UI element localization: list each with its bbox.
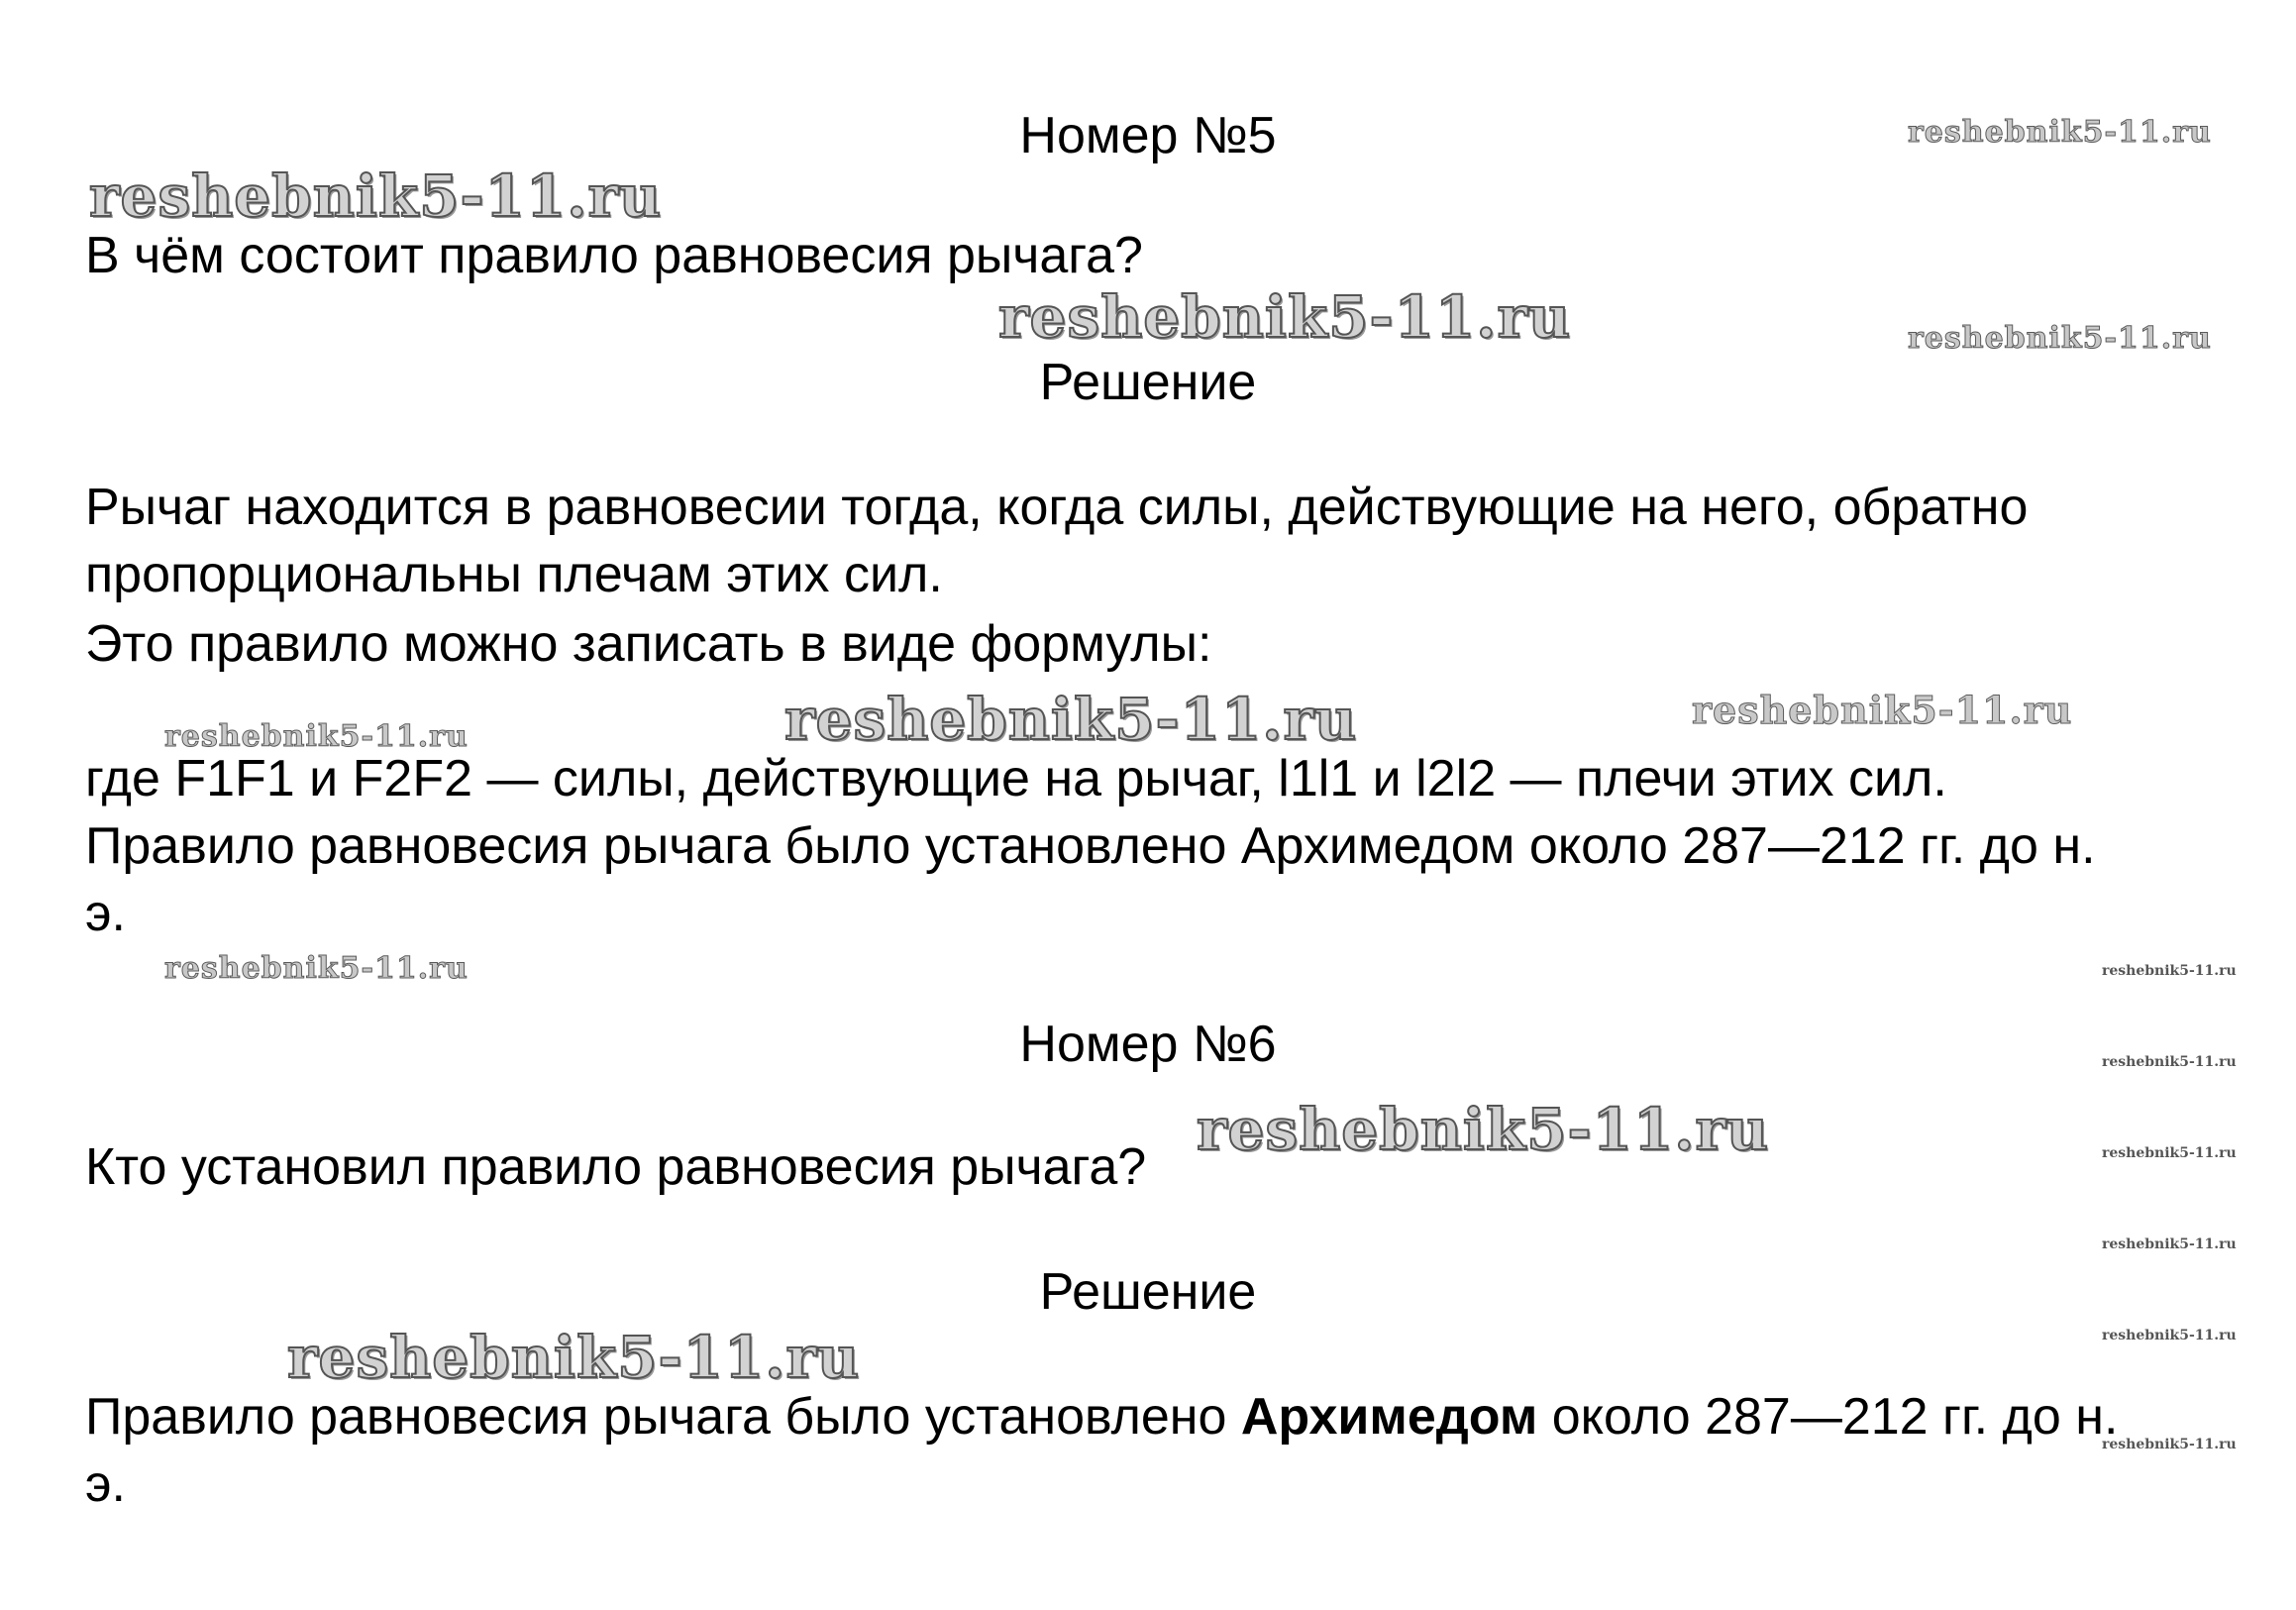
- watermark: reshebnik5-11.ru: [2102, 1437, 2237, 1452]
- problem-5-heading: Номер №5: [1019, 107, 1277, 164]
- problem-5-solution-line-6: э.: [85, 885, 126, 942]
- problem-5-solution-line-2: пропорциональны плечам этих сил.: [85, 546, 943, 603]
- watermark: reshebnik5-11.ru: [164, 951, 469, 986]
- problem-6-answer-before: Правило равновесия рычага было установлено: [85, 1388, 1241, 1446]
- problem-6-heading: Номер №6: [1019, 1016, 1277, 1073]
- problem-6-question: Кто установил правило равновесия рычага?: [85, 1138, 1147, 1196]
- watermark: reshebnik5-11.ru: [784, 686, 1358, 753]
- problem-5-solution-line-4: где F1F1 и F2F2 — силы, действующие на рычаг, l1l1 и l2l2 — плечи этих сил.: [85, 750, 1947, 807]
- problem-6-answer-bold: Архимедом: [1240, 1388, 1538, 1446]
- watermark: reshebnik5-11.ru: [2102, 1328, 2237, 1343]
- watermark: reshebnik5-11.ru: [998, 283, 1572, 351]
- problem-5-question: В чём состоит правило равновесия рычага?: [85, 227, 1143, 284]
- problem-6-answer-after: около 287—212 гг. до н.: [1537, 1388, 2119, 1446]
- problem-5-solution-line-5: Правило равновесия рычага было установлено Архимедом около 287—212 гг. до н.: [85, 817, 2096, 875]
- watermark: reshebnik5-11.ru: [1908, 321, 2212, 356]
- watermark: reshebnik5-11.ru: [2102, 963, 2237, 979]
- watermark: reshebnik5-11.ru: [2102, 1054, 2237, 1070]
- watermark: reshebnik5-11.ru: [164, 719, 469, 754]
- watermark: reshebnik5-11.ru: [1692, 688, 2073, 732]
- watermark: reshebnik5-11.ru: [89, 162, 663, 230]
- problem-6-answer: [85, 1387, 2118, 1447]
- problem-5-solution-heading: Решение: [1039, 354, 1257, 411]
- problem-5-solution-line-3: Это правило можно записать в виде формулы:: [85, 615, 1212, 673]
- watermark: reshebnik5-11.ru: [2102, 1145, 2237, 1161]
- problem-6-answer-end: э.: [85, 1455, 126, 1513]
- watermark: reshebnik5-11.ru: [1197, 1096, 1770, 1163]
- problem-6-solution-heading: Решение: [1039, 1263, 1257, 1321]
- problem-5-solution-line-1: Рычаг находится в равновесии тогда, когда силы, действующие на него, обратно: [85, 479, 2029, 536]
- watermark: reshebnik5-11.ru: [2102, 1236, 2237, 1252]
- watermark: reshebnik5-11.ru: [1908, 115, 2212, 150]
- watermark: reshebnik5-11.ru: [287, 1324, 861, 1391]
